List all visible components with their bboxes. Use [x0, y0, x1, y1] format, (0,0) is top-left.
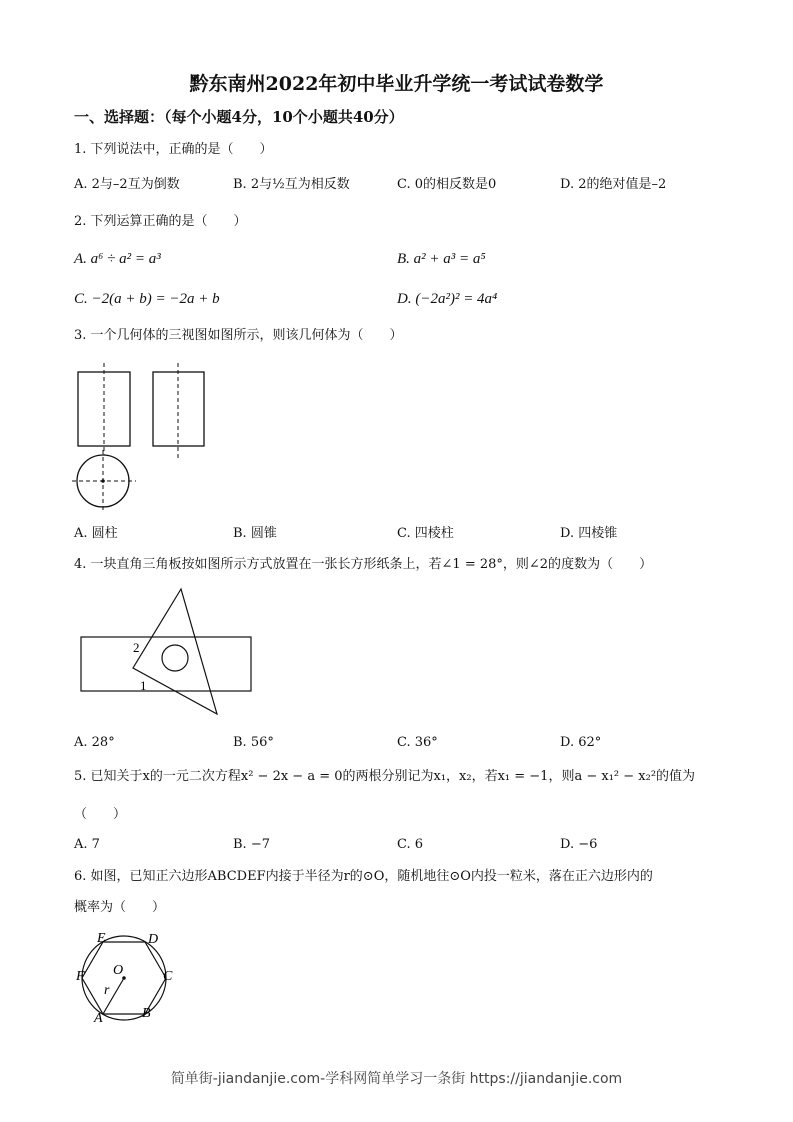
q3-option-b: B. 圆锥	[233, 526, 277, 541]
q4-option-c: C. 36°	[397, 735, 438, 750]
triangle-strip-figure	[70, 580, 270, 725]
q1-option-a: A. 2与–2互为倒数	[74, 177, 180, 192]
angle-1-label: 1	[140, 678, 147, 693]
angle-2-label: 2	[133, 640, 140, 655]
footer-watermark: 简单街-jiandanjie.com-学科网简单学习一条街 https://jiandanjie.com	[170, 1071, 623, 1087]
radius-r-label: r	[104, 983, 110, 998]
q5-option-d: D. −6	[560, 837, 598, 852]
q5-option-c: C. 6	[397, 837, 424, 852]
vertex-e-label: E	[97, 931, 106, 946]
q5-option-b: B. −7	[233, 837, 270, 852]
q3-stem: 3. 一个几何体的三视图如图所示，则该几何体为（ ）	[74, 328, 403, 343]
page-title: 黔东南州2022年初中毕业升学统一考试试卷数学	[189, 73, 604, 95]
vertex-c-label: C	[163, 969, 173, 984]
q3-option-c: C. 四棱柱	[397, 526, 454, 541]
q3-option-a: A. 圆柱	[74, 526, 118, 541]
q2-stem: 2. 下列运算正确的是（ ）	[74, 214, 247, 229]
q5-stem-cont: （ ）	[74, 807, 127, 822]
q4-option-a: A. 28°	[74, 735, 115, 750]
vertex-a-label: A	[94, 1011, 103, 1025]
vertex-d-label: D	[148, 932, 159, 947]
q4-option-d: D. 62°	[560, 735, 602, 750]
q2-option-c: C. −2(a + b) = −2a + b	[74, 291, 220, 307]
q1-option-b: B. 2与½互为相反数	[233, 177, 350, 192]
center-o-label: O	[113, 963, 124, 978]
q2-option-b: B. a² + a³ = a⁵	[397, 251, 486, 267]
q4-option-b: B. 56°	[233, 735, 274, 750]
q2-option-a: A. a⁶ ÷ a² = a³	[74, 251, 161, 267]
vertex-b-label: B	[142, 1006, 151, 1021]
q6-stem: 6. 如图，已知正六边形ABCDEF内接于半径为r的⊙O，随机地往⊙O内投一粒米，落在正六边形内的	[74, 869, 653, 884]
q1-option-c: C. 0的相反数是0	[397, 177, 497, 192]
q5-option-a: A. 7	[74, 837, 100, 852]
q3-option-d: D. 四棱锥	[560, 526, 618, 541]
vertex-f-label: F	[76, 969, 85, 984]
q5-stem: 5. 已知关于x的一元二次方程x² − 2x − a = 0的两根分别记为x₁，x₂，若x₁ = −1，则a − x₁² − x₂²的值为	[74, 769, 696, 784]
q4-stem: 4. 一块直角三角板按如图所示方式放置在一张长方形纸条上，若∠1 = 28°，则∠2的度数为（ ）	[74, 557, 653, 572]
q2-option-d: D. (−2a²)² = 4a⁴	[397, 291, 498, 307]
three-view-figure	[66, 355, 216, 515]
q1-stem: 1. 下列说法中，正确的是（ ）	[74, 142, 273, 157]
hexagon-circle-figure	[70, 925, 190, 1025]
q6-stem-cont: 概率为（ ）	[74, 900, 166, 915]
section-heading: 一、选择题：（每个小题4分，10个小题共40分）	[74, 108, 404, 126]
q1-option-d: D. 2的绝对值是–2	[560, 177, 667, 192]
